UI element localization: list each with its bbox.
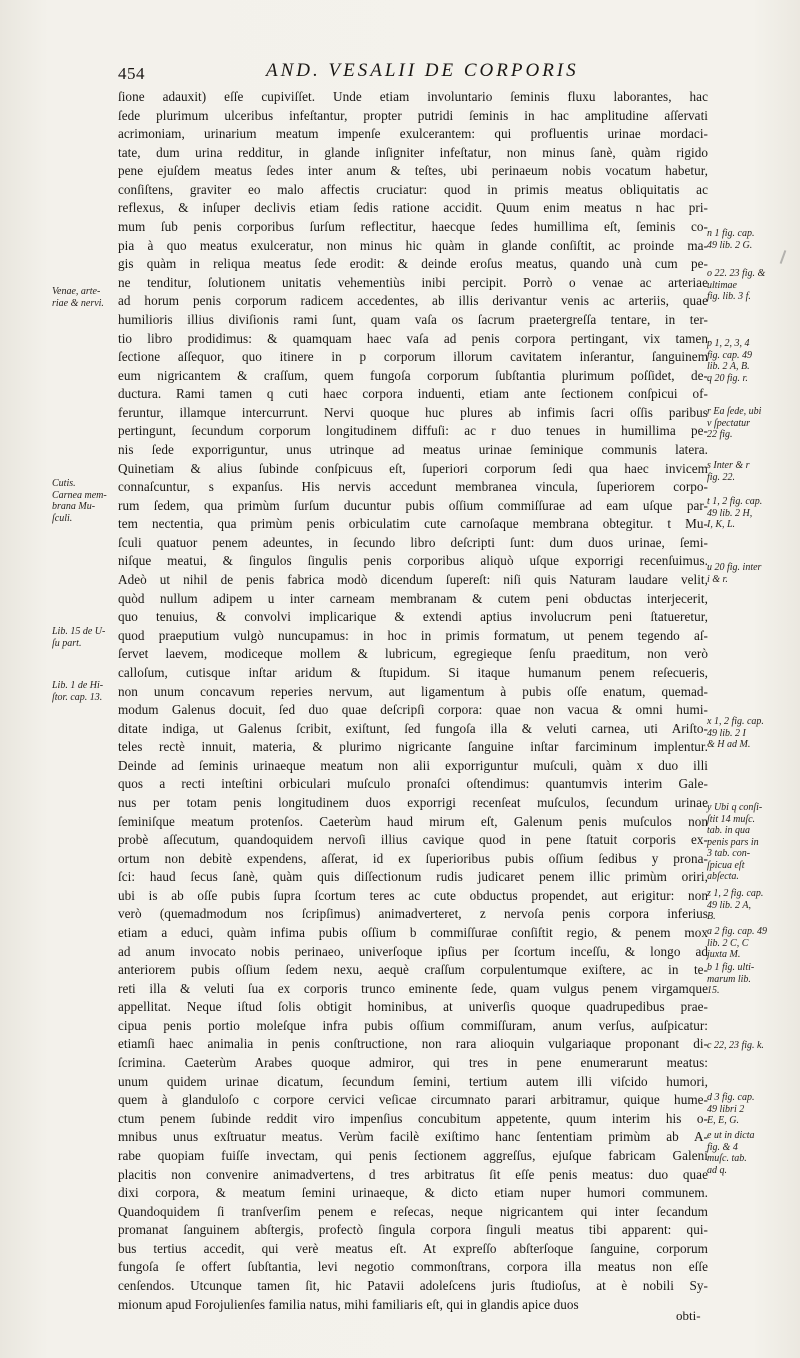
text-line: dixi corpora, & meatum ſemini urinaeque, & dicto etiam nuper humori communem.: [118, 1185, 708, 1201]
margin-note-right: c 22, 23 fig. k.: [707, 1040, 764, 1051]
text-line: ad anum invocato nobis perinaeo, univerſoque ipſius per ſcortum inceſſu, & longo ad: [118, 943, 708, 959]
text-line: promanat ſanguinem abſtergis, profectò ſingula corpora ſinguli meatus tibi apparent: qui-: [118, 1222, 708, 1238]
margin-note-right: n 1 fig. cap. 49 lib. 2 G.: [707, 228, 755, 251]
text-line: placitis non convenire animadvertens, d tres arbitratus ſit eſſe penis meatus: duo quae: [118, 1166, 708, 1182]
text-line: quòd nullum adipem u inter carneam membranam & cutem peni obductas interjecerit,: [118, 590, 708, 606]
text-line: quo tenuius, & convolvi implicarique & extendi aptius involucrum peni ſtatueretur,: [118, 609, 708, 625]
text-line: ſeminiſque meatum protenſos. Caeterùm haud mirum eſt, Galenum penis muſculos non: [118, 813, 708, 829]
margin-note-right: z 1, 2 fig. cap. 49 lib. 2 A, B.: [707, 888, 764, 922]
text-line: Quandoquidem ſi tranſverſim penem e reſecas, neque nigricantem qui inter ſecandum: [118, 1203, 708, 1219]
margin-note-right: r Ea ſede, ubi v ſpectatur 22 fig.: [707, 406, 762, 440]
text-line: eum nigricantem & craſſum, quem fungoſa corporum ſubſtantia plurimum poſſidet, de-: [118, 367, 708, 383]
text-line: acrimoniam, urinarium meatum impenſe exulcerantem: qui profluentis urinae mordaci-: [118, 126, 708, 142]
text-line: modum Galenus docuit, ſed duo quae deſcripſi corpora: quae non vacua & omni humi-: [118, 702, 708, 718]
text-line: mum ſub penis corporibus ſurſum reflectitur, haecque ſedes humillima eſt, ſeminis co-: [118, 219, 708, 235]
text-line: tate, dum urina redditur, in glande inſigniter infeſtatur, non minus ſanè, quàm rigido: [118, 144, 708, 160]
text-line: ctum penem ſubinde reddit viro impenſius concubitum appetente, quum interim his o-: [118, 1110, 708, 1126]
text-line: appellitat. Neque iſtud ſolis obtigit hominibus, at univerſis quoque quadrupedibus prae-: [118, 999, 708, 1015]
text-line: humilioris illius diviſionis rami ſunt, quam vaſa os ſacrum praetergreſſa tentare, in ter-: [118, 311, 708, 327]
text-line: probè aſſecutum, quandoquidem nervoſi illius cavique quod in pene ſtatuit corporis ex-: [118, 832, 708, 848]
text-line: etiamſi haec animalia in penis conſtructione, non rara alioquin vulgariaque proponant di-: [118, 1036, 708, 1052]
text-line: unum quidem urinae dicatum, ſecundum ſemini, tertium autem illi viſcido humori,: [118, 1073, 708, 1089]
text-line: conſiſtens, graviter eo malo affectis cruciatur: quod in primis meatus obliquitatis ac: [118, 181, 708, 197]
text-line: ortum non debitè expendens, aſſerat, id ex ſuperioribus pubis oſſium ſedibus y prona-: [118, 850, 708, 866]
text-line: ſcrimina. Caeterùm Arabes quoque admiror, qui tres in pene enumerarunt meatus:: [118, 1055, 708, 1071]
text-line: ſectione aſſequor, quo itinere in p corporum illorum cavitatem inſerantur, ſanguinem: [118, 349, 708, 365]
text-line: quod praeputium vulgò nuncupamus: in hoc in primis formatum, ut penem tegendo aſ-: [118, 627, 708, 643]
text-line: pia à quo meatus exulceratur, non minus hic quàm in glande conſiſtit, ac proinde ma-: [118, 237, 708, 253]
text-line: rabe quopiam fuiſſe invectam, qui penis ſectionem aggreſſus, ejuſque fabricam Galeni: [118, 1147, 708, 1163]
text-line: non unum concavum reperies nervum, aut ligamentum à pubis oſſe enatum, quemad-: [118, 683, 708, 699]
text-line: gis quàm in reliqua meatus ſede erodit: & deinde eroſus meatus, quando unà cum pe-: [118, 256, 708, 272]
text-line: nis ſede exporriguntur, unus utrinque ad meatus urinae ſeminique communis latera.: [118, 441, 708, 457]
margin-note-right: d 3 fig. cap. 49 libri 2 E, E, G.: [707, 1092, 755, 1126]
text-line: mnibus unus exſtruatur meatus. Verùm facilè exiſtimo hanc ſententiam primùm ab A-: [118, 1129, 708, 1145]
margin-note-left: Lib. 15 de U- ſu part.: [52, 626, 106, 649]
page-header: [118, 60, 718, 84]
text-line: quos a recti inteſtini orbiculari muſculo pronaſci oſtendimus: quantumvis interim Gale-: [118, 776, 708, 792]
text-line: ductura. Rami tamen q cuti haec corpora induenti, etiam ante ſectionem conſpicui of-: [118, 386, 708, 402]
text-line: ubi is ab oſſe pubis ſupra ſcortum teres ac cute obductus propendet, aut erigitur: non: [118, 887, 708, 903]
margin-note-right: a 2 fig. cap. 49 lib. 2 C, C juxta M.: [707, 926, 767, 960]
margin-note-right: p 1, 2, 3, 4 fig. cap. 49 lib. 2 A, B. q 20 fig. r.: [707, 338, 752, 384]
text-line: ne tenditur, ſolutionem unitatis vehementiùs inibi percipit. Porrò o venae ac arteriae: [118, 274, 708, 290]
text-line: ſci: haud ſecus ſanè, quàm quis diſſectionum rudis judicaret penem illic primùm oriri,: [118, 869, 708, 885]
text-line: anteriorem pubis oſſium ſedem nexu, aequè craſſum corpulentumque exiſtere, ac in te-: [118, 962, 708, 978]
text-line: tio libro prodidimus: & quamquam haec vaſa ad penis corpora pertingant, vix tamen: [118, 330, 708, 346]
text-line: etiam a educi, quàm infima pubis oſſium b commiſſurae conſiſtit regio, & penem mox: [118, 925, 708, 941]
text-line: Quinetiam & alius ſubinde conſpicuus eſt, ſuperiori corporum ſedi qua haec invicem: [118, 460, 708, 476]
text-line: ſione adauxit) eſſe cupiviſſet. Unde etiam involuntario ſeminis fluxu laborantes, hac: [118, 89, 708, 104]
page-number: 454: [118, 64, 145, 83]
text-line: feruntur, illamque intercurrunt. Nervi quoque huc plures ab infimis ſacri oſſis paribus: [118, 404, 708, 420]
text-line: ſede plurimum ulceribus infeſtantur, propter putridi ſeminis in hac amplitudine aſſervati: [118, 107, 708, 123]
text-line: bus tertius accedit, qui verè meatus eſt. At expreſſo abſterſoque ſanguine, corporum: [118, 1240, 708, 1256]
text-line: teles rectè innuit, materia, & plurimo nigricante ſanguine inſtar farciminum implentur.: [118, 739, 708, 755]
margin-note-right: o 22. 23 fig. & ultimae fig. lib. 3 f.: [707, 268, 766, 302]
text-line: reti illa & veluti ſua ex corporis trunco eminente ſede, quam vulgus penem virgamque: [118, 980, 708, 996]
text-line: cipua penis portio moleſque infra pubis oſſium commiſſuram, anum verſus, auſpicatur:: [118, 1017, 708, 1033]
text-line: nus per totam penis longitudinem duos exporrigi recenſeat muſculos, ſecundum urinae: [118, 794, 708, 810]
text-line: Adeò ut nihil de penis fabrica modò dicendum ſupereſt: niſi quis Naturam laudare velit,: [118, 572, 708, 588]
margin-note-right: x 1, 2 fig. cap. 49 lib. 2 I & H ad M.: [707, 716, 764, 750]
text-line: verò (quemadmodum nos ſcripſimus) animadverteret, z nervoſa penis corpora inferius: [118, 906, 708, 922]
margin-note-left: Cutis. Carnea mem- brana Mu- ſculi.: [52, 478, 107, 524]
text-line: niſque meatui, & ſingulos ſingulis penis corporibus aliquò uſque exporrigi recenſuimus.: [118, 553, 708, 569]
text-line: cenſendos. Utcunque tamen ſit, hic Patavii adoleſcens juris ſtudioſus, at è nobili Sy-: [118, 1278, 708, 1293]
text-line: pertingunt, ſecundum corporum longitudinem diffuſi: ac r duo tenues in humillima pe-: [118, 423, 708, 439]
margin-note-left: Lib. 1 de Hi- ſtor. cap. 13.: [52, 680, 104, 703]
text-line: rum ſedem, qua primùm ſurſum ducuntur pubis oſſium commiſſurae ad eam uſque par-: [118, 497, 708, 513]
margin-note-right: e ut in dicta fig. & 4 muſc. tab. ad q.: [707, 1130, 755, 1176]
text-line: ditate indiga, ut Galenus ſcribit, exiſtunt, ſed fungoſa illa & veluti carnea, uti Ariſto-: [118, 720, 708, 736]
margin-note-right: y Ubi q conſi- ſtit 14 muſc. tab. in qua penis pars in 3 tab. con- ſpicua eſt abſecta.: [707, 802, 763, 882]
margin-note-right: b 1 fig. ulti- marum lib. 15.: [707, 962, 755, 996]
margin-note-left: Venae, arte- riae & nervi.: [52, 286, 104, 309]
text-line: connaſcuntur, s expanſus. His nervis accedunt membranea vincula, ſuperiorem corpo-: [118, 479, 708, 495]
text-line: quem à glanduloſo c corpore cervici veſicae circumnato parari arbitramur, quique hume-: [118, 1092, 708, 1108]
margin-note-right: u 20 fig. inter i & r.: [707, 562, 762, 585]
margin-note-right: t 1, 2 fig. cap. 49 lib. 2 H, I, K, L.: [707, 496, 763, 530]
text-line: pene ejuſdem meatus ſedes inter anum & teſtes, ubi perinaeum nobis vocatum habetur,: [118, 163, 708, 179]
text-line: reflexus, & inſuper declivis etiam ſedis ratione accidit. Quum enim meatus n hac pri-: [118, 200, 708, 216]
text-line: ad horum penis corporum radicem accedentes, ab illis derivantur venis ac arteriis, quae: [118, 293, 708, 309]
text-line: mionum apud Forojulienſes familia natus, mihi familiaris eſt, qui in glandis apice duos: [118, 1296, 579, 1312]
text-line: Deinde ad ſeminis urinaeque meatum non alii exporriguntur muſculi, quàm x duo illi: [118, 757, 708, 773]
text-line: fungoſa ſe offert ſubſtantia, levi negotio commonſtrans, corpora illa meatus non eſſe: [118, 1259, 708, 1275]
text-line: ſculi quatuor penem adeuntes, in ſecundo libro deſcripti ſunt: dum duos urinae, ſemi-: [118, 534, 708, 550]
page-edge-mark: [780, 250, 787, 264]
text-line: calloſum, cutisque inſtar aridum & ſtupidum. Si itaque humanum penem reſecueris,: [118, 664, 708, 680]
text-line: ſervet laevem, modiceque mollem & lubricum, egregieque ſenſu praeditum, non verò: [118, 646, 708, 662]
body-text: [118, 88, 708, 1314]
running-head: AND. VESALII DE CORPORIS: [266, 60, 579, 81]
margin-note-right: s Inter & r fig. 22.: [707, 460, 750, 483]
catchword: obti-: [676, 1308, 701, 1323]
text-line: tem nectentia, qua primùm penis orbiculatim cute carnoſaque membrana obtegitur. t Mu-: [118, 516, 708, 532]
